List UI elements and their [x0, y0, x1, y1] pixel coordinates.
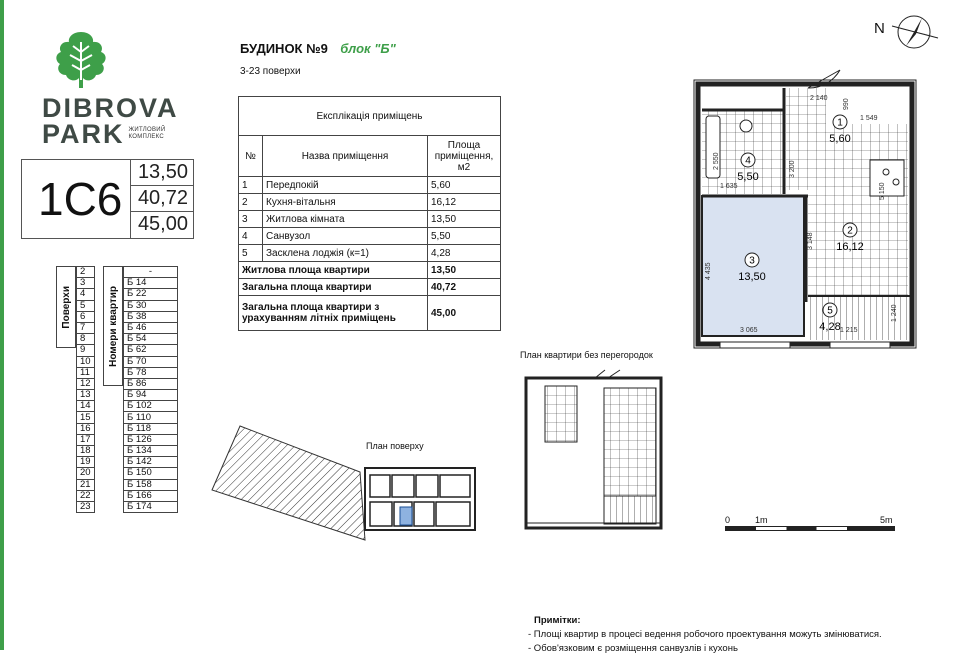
- explication-cell-area: 4,28: [428, 245, 501, 262]
- apartment-plan: [690, 60, 920, 355]
- explication-cell-name: Житлова кімната: [263, 211, 428, 228]
- north-label: N: [874, 20, 885, 37]
- total-label-total: Загальна площа квартири: [239, 279, 428, 296]
- explication-cell-name: Кухня-вітальня: [263, 194, 428, 211]
- explication-cell-n: 3: [239, 211, 263, 228]
- floor-number: 9: [77, 345, 95, 356]
- dimension-label: 3 200: [789, 160, 796, 178]
- explication-cell-n: 1: [239, 177, 263, 194]
- apartment-number: Б 78: [124, 367, 178, 378]
- apartment-number: Б 142: [124, 457, 178, 468]
- apartment-number: Б 70: [124, 356, 178, 367]
- room-area: 5,50: [737, 171, 759, 183]
- floor-number: 3: [77, 278, 95, 289]
- total-value-living: 13,50: [428, 262, 501, 279]
- explication-cell-n: 4: [239, 228, 263, 245]
- floors-label: Поверхи: [60, 285, 72, 329]
- scale-bar: [722, 515, 902, 535]
- apartment-number: Б 46: [124, 322, 178, 333]
- explication-cell-area: 16,12: [428, 194, 501, 211]
- floor-number: 10: [77, 356, 95, 367]
- left-accent-bar: [0, 0, 4, 650]
- explication-cell-n: 5: [239, 245, 263, 262]
- dimension-label: 1 635: [720, 183, 738, 190]
- explication-cell-name: Передпокій: [263, 177, 428, 194]
- floor-number: 4: [77, 289, 95, 300]
- logo: [42, 30, 179, 149]
- logo-subtitle-2: КОМПЛЕКС: [128, 134, 165, 140]
- floor-number: 22: [77, 490, 95, 501]
- highlighted-apartment: [400, 507, 412, 525]
- dimension-label: 1 549: [860, 115, 878, 122]
- explication-cell-name: Санвузол: [263, 228, 428, 245]
- explication-cell-area: 13,50: [428, 211, 501, 228]
- dimension-label: 3 065: [740, 327, 758, 334]
- apartment-number: Б 102: [124, 401, 178, 412]
- apartment-areas: [130, 160, 194, 238]
- explication-row: [239, 177, 501, 194]
- floor-number: 2: [77, 267, 95, 278]
- logo-line1: DIBROVA: [42, 93, 179, 123]
- living-area-value: 13,50: [131, 160, 194, 186]
- building-floors: 3-23 поверхи: [240, 66, 301, 77]
- room-number: 2: [847, 225, 853, 237]
- total-value-total: 40,72: [428, 279, 501, 296]
- apartment-number: Б 86: [124, 378, 178, 389]
- floor-number: 18: [77, 446, 95, 457]
- oak-leaf-icon: [46, 30, 116, 90]
- dimension-label: 2 550: [713, 152, 720, 170]
- scale-five: 5m: [880, 515, 893, 525]
- apartment-code-box: [21, 159, 194, 239]
- apts-label-col: [103, 266, 123, 386]
- apartment-code: 1С6: [38, 173, 123, 225]
- explication-caption: Експлікація приміщень: [239, 97, 501, 136]
- room-number: 5: [827, 305, 833, 317]
- floor-number: 13: [77, 390, 95, 401]
- apartment-number: Б 166: [124, 490, 178, 501]
- floor-number: 23: [77, 501, 95, 512]
- notes-title: Примітки:: [534, 615, 581, 626]
- floor-number: 11: [77, 367, 95, 378]
- apartment-number: Б 174: [124, 501, 178, 512]
- floor-plan: [210, 420, 480, 545]
- floor-number: 12: [77, 378, 95, 389]
- building-block: блок "Б": [340, 41, 396, 56]
- floor-number: 14: [77, 401, 95, 412]
- floor-number: 8: [77, 334, 95, 345]
- explication-cell-area: 5,50: [428, 228, 501, 245]
- floor-number: 17: [77, 434, 95, 445]
- apartment-number: Б 134: [124, 446, 178, 457]
- floor-number: 21: [77, 479, 95, 490]
- explication-row: [239, 211, 501, 228]
- floor-number: 16: [77, 423, 95, 434]
- apartment-number: Б 38: [124, 311, 178, 322]
- explication-row: [239, 194, 501, 211]
- col-num: №: [239, 136, 263, 177]
- apartment-number: Б 158: [124, 479, 178, 490]
- room-area: 4,28: [819, 321, 841, 333]
- col-area: Площа приміщення, м2: [428, 136, 501, 177]
- floors-table: [56, 266, 186, 539]
- open-plan-caption: План квартири без перегородок: [520, 350, 653, 360]
- notes-line-1: - Площі квартир в процесі ведення робочого проектування можуть змінюватися.: [528, 629, 882, 640]
- floor-plan-caption: План поверху: [366, 441, 424, 451]
- apartment-number: Б 54: [124, 334, 178, 345]
- dimension-label: 1 215: [840, 327, 858, 334]
- explication-table: [238, 96, 501, 331]
- apartment-number: Б 22: [124, 289, 178, 300]
- total-value-summer: 45,00: [428, 296, 501, 331]
- floor-number: 19: [77, 457, 95, 468]
- room-area: 5,60: [829, 133, 851, 145]
- floor-number: 15: [77, 412, 95, 423]
- explication-row: [239, 245, 501, 262]
- dimension-label: 1 240: [891, 304, 898, 322]
- room-area: 16,12: [836, 241, 864, 253]
- room-number: 4: [745, 155, 751, 167]
- explication-row: [239, 228, 501, 245]
- dimension-label: 4 435: [705, 262, 712, 280]
- col-name: Назва приміщення: [263, 136, 428, 177]
- apartment-number: Б 150: [124, 468, 178, 479]
- floor-number: 5: [77, 300, 95, 311]
- dimension-label: 3 148: [807, 232, 814, 250]
- scale-zero: 0: [725, 515, 731, 525]
- floor-number: 20: [77, 468, 95, 479]
- apartment-number: Б 30: [124, 300, 178, 311]
- floor-number: 7: [77, 322, 95, 333]
- explication-cell-area: 5,60: [428, 177, 501, 194]
- total-area-value: 40,72: [131, 186, 194, 212]
- dimension-label: 990: [843, 98, 850, 110]
- floors-label-col: [56, 266, 76, 348]
- apartment-number: -: [124, 267, 178, 278]
- compass-icon: [888, 10, 958, 55]
- summer-area-value: 45,00: [137, 213, 188, 235]
- explication-cell-name: Засклена лоджія (к=1): [263, 245, 428, 262]
- apts-label: Номери квартир: [107, 285, 119, 367]
- dimension-label: 2 140: [810, 95, 828, 102]
- building-header: [240, 40, 396, 58]
- room-number: 1: [837, 117, 843, 129]
- apartment-number: Б 118: [124, 423, 178, 434]
- notes-line-2: - Обов'язковим є розміщення санвузлів і кухонь: [528, 643, 738, 654]
- open-plan: [520, 368, 670, 533]
- total-label-living: Житлова площа квартири: [239, 262, 428, 279]
- logo-line2: PARK: [42, 119, 125, 149]
- apartment-number: Б 14: [124, 278, 178, 289]
- apartment-number: Б 110: [124, 412, 178, 423]
- building-title: БУДИНОК №9: [240, 41, 328, 56]
- apartment-number: Б 126: [124, 434, 178, 445]
- apartment-number: Б 62: [124, 345, 178, 356]
- scale-one: 1m: [755, 515, 768, 525]
- floor-number: 6: [77, 311, 95, 322]
- apartment-number: Б 94: [124, 390, 178, 401]
- dimension-label: 5 150: [879, 182, 886, 200]
- floors-number-table: [76, 266, 95, 513]
- apts-number-table: [123, 266, 178, 513]
- room-area: 13,50: [738, 271, 766, 283]
- room-number: 3: [749, 255, 755, 267]
- logo-subtitle-1: ЖИТЛОВИЙ: [128, 127, 166, 133]
- total-label-summer: Загальна площа квартири з урахуванням літніх приміщень: [239, 296, 428, 331]
- explication-cell-n: 2: [239, 194, 263, 211]
